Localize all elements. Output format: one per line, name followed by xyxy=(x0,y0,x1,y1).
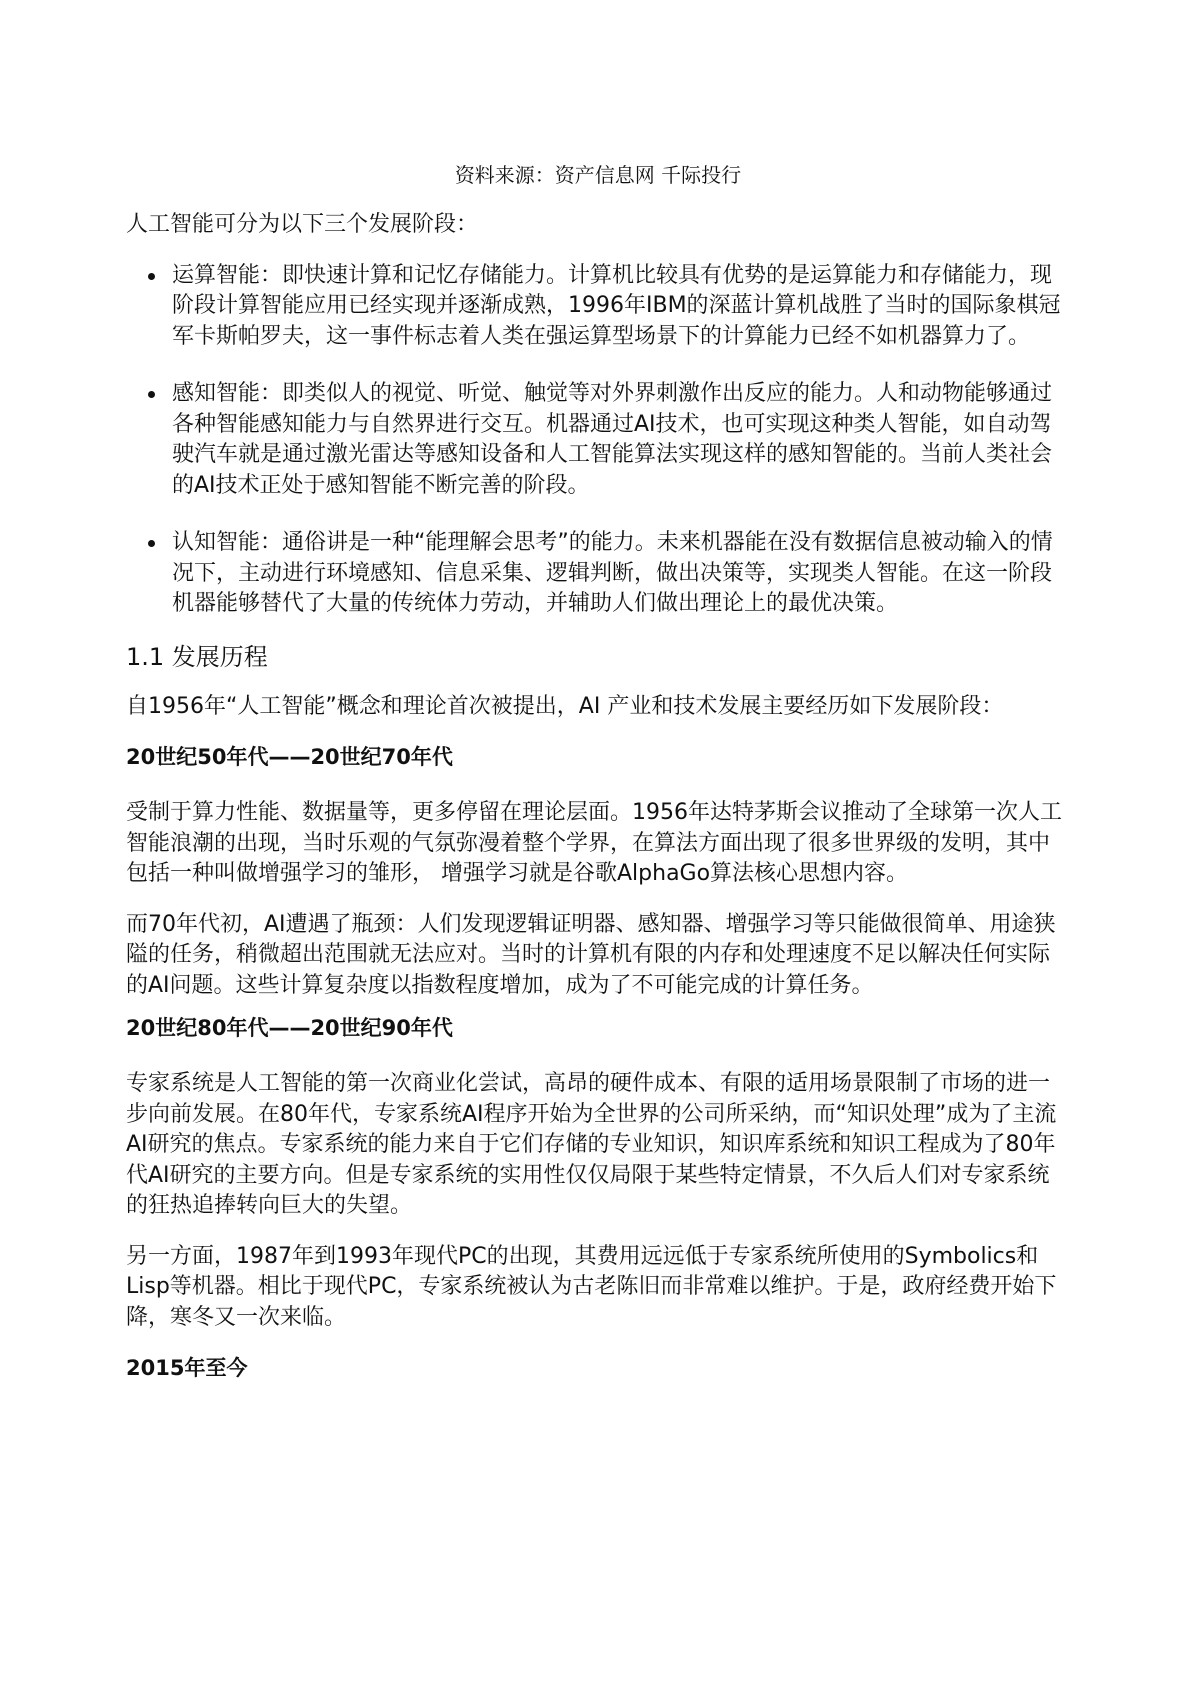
section-heading: 1.1 发展历程 xyxy=(126,642,268,671)
era-paragraph: 受制于算力性能、数据量等，更多停留在理论层面。1956年达特茅斯会议推动了全球第一次人工智能浪潮的出现，当时乐观的气氛弥漫着整个学界，在算法方面出现了很多世界级的发明，其中包括一种叫做增强学习的雏形， 增强学习就是谷歌AlphaGo算法核心思想内容。 xyxy=(126,800,1062,886)
list-item-text: 运算智能：即快速计算和记忆存储能力。计算机比较具有优势的是运算能力和存储能力，现阶段计算智能应用已经实现并逐渐成熟，1996年IBM的深蓝计算机战胜了当时的国际象棋冠军卡斯帕罗夫，这一事件标志着人类在强运算型场景下的计算能力已经不如机器算力了。 xyxy=(172,262,1061,349)
bullet-icon xyxy=(148,273,155,280)
list-item-computing-intelligence xyxy=(126,261,1070,353)
era-heading-1980s-1990s: 20世纪80年代——20世纪90年代 xyxy=(126,1016,453,1040)
era-heading-1950s-1970s: 20世纪50年代——20世纪70年代 xyxy=(126,745,453,769)
stages-list xyxy=(126,261,1070,620)
bullet-icon xyxy=(148,540,155,547)
history-intro-paragraph: 自1956年“人工智能”概念和理论首次被提出，AI 产业和技术发展主要经历如下发展阶段： xyxy=(126,693,1004,719)
list-item-perceptual-intelligence xyxy=(126,379,1070,501)
list-item-text: 认知智能：通俗讲是一种“能理解会思考”的能力。未来机器能在没有数据信息被动输入的情况下，主动进行环境感知、信息采集、逻辑判断，做出决策等，实现类人智能。在这一阶段机器能够替代了大量的传统体力劳动，并辅助人们做出理论上的最优决策。 xyxy=(172,530,1053,616)
era-paragraph: 另一方面，1987年到1993年现代PC的出现，其费用远远低于专家系统所使用的Symbolics和Lisp等机器。相比于现代PC，专家系统被认为古老陈旧而非常难以维护。于是，政府经费开始下降，寒冬又一次来临。 xyxy=(126,1243,1057,1330)
era-paragraph: 而70年代初，AI遭遇了瓶颈：人们发现逻辑证明器、感知器、增强学习等只能做很简单、用途狭隘的任务，稍微超出范围就无法应对。当时的计算机有限的内存和处理速度不足以解决任何实际的AI问题。这些计算复杂度以指数程度增加，成为了不可能完成的计算任务。 xyxy=(126,911,1056,998)
era-heading-2015-present: 2015年至今 xyxy=(126,1356,248,1380)
intro-paragraph: 人工智能可分为以下三个发展阶段： xyxy=(126,212,479,237)
bullet-icon xyxy=(148,391,155,398)
document-page xyxy=(126,160,1070,1409)
era-paragraph: 专家系统是人工智能的第一次商业化尝试，高昂的硬件成本、有限的适用场景限制了市场的进一步向前发展。在80年代，专家系统AI程序开始为全世界的公司所采纳，而“知识处理”成为了主流AI研究的焦点。专家系统的能力来自于它们存储的专业知识，知识库系统和知识工程成为了80年代AI研究的主要方向。但是专家系统的实用性仅仅局限于某些特定情景，不久后人们对专家系统的狂热追捧转向巨大的失望。 xyxy=(126,1071,1057,1218)
list-item-cognitive-intelligence xyxy=(126,528,1070,620)
figure-source-caption: 资料来源：资产信息网 千际投行 xyxy=(454,163,742,187)
list-item-text: 感知智能：即类似人的视觉、听觉、触觉等对外界刺激作出反应的能力。人和动物能够通过各种智能感知能力与自然界进行交互。机器通过AI技术，也可实现这种类人智能，如自动驾驶汽车就是通过激光雷达等感知设备和人工智能算法实现这样的感知智能的。当前人类社会的AI技术正处于感知智能不断完善的阶段。 xyxy=(172,381,1053,498)
